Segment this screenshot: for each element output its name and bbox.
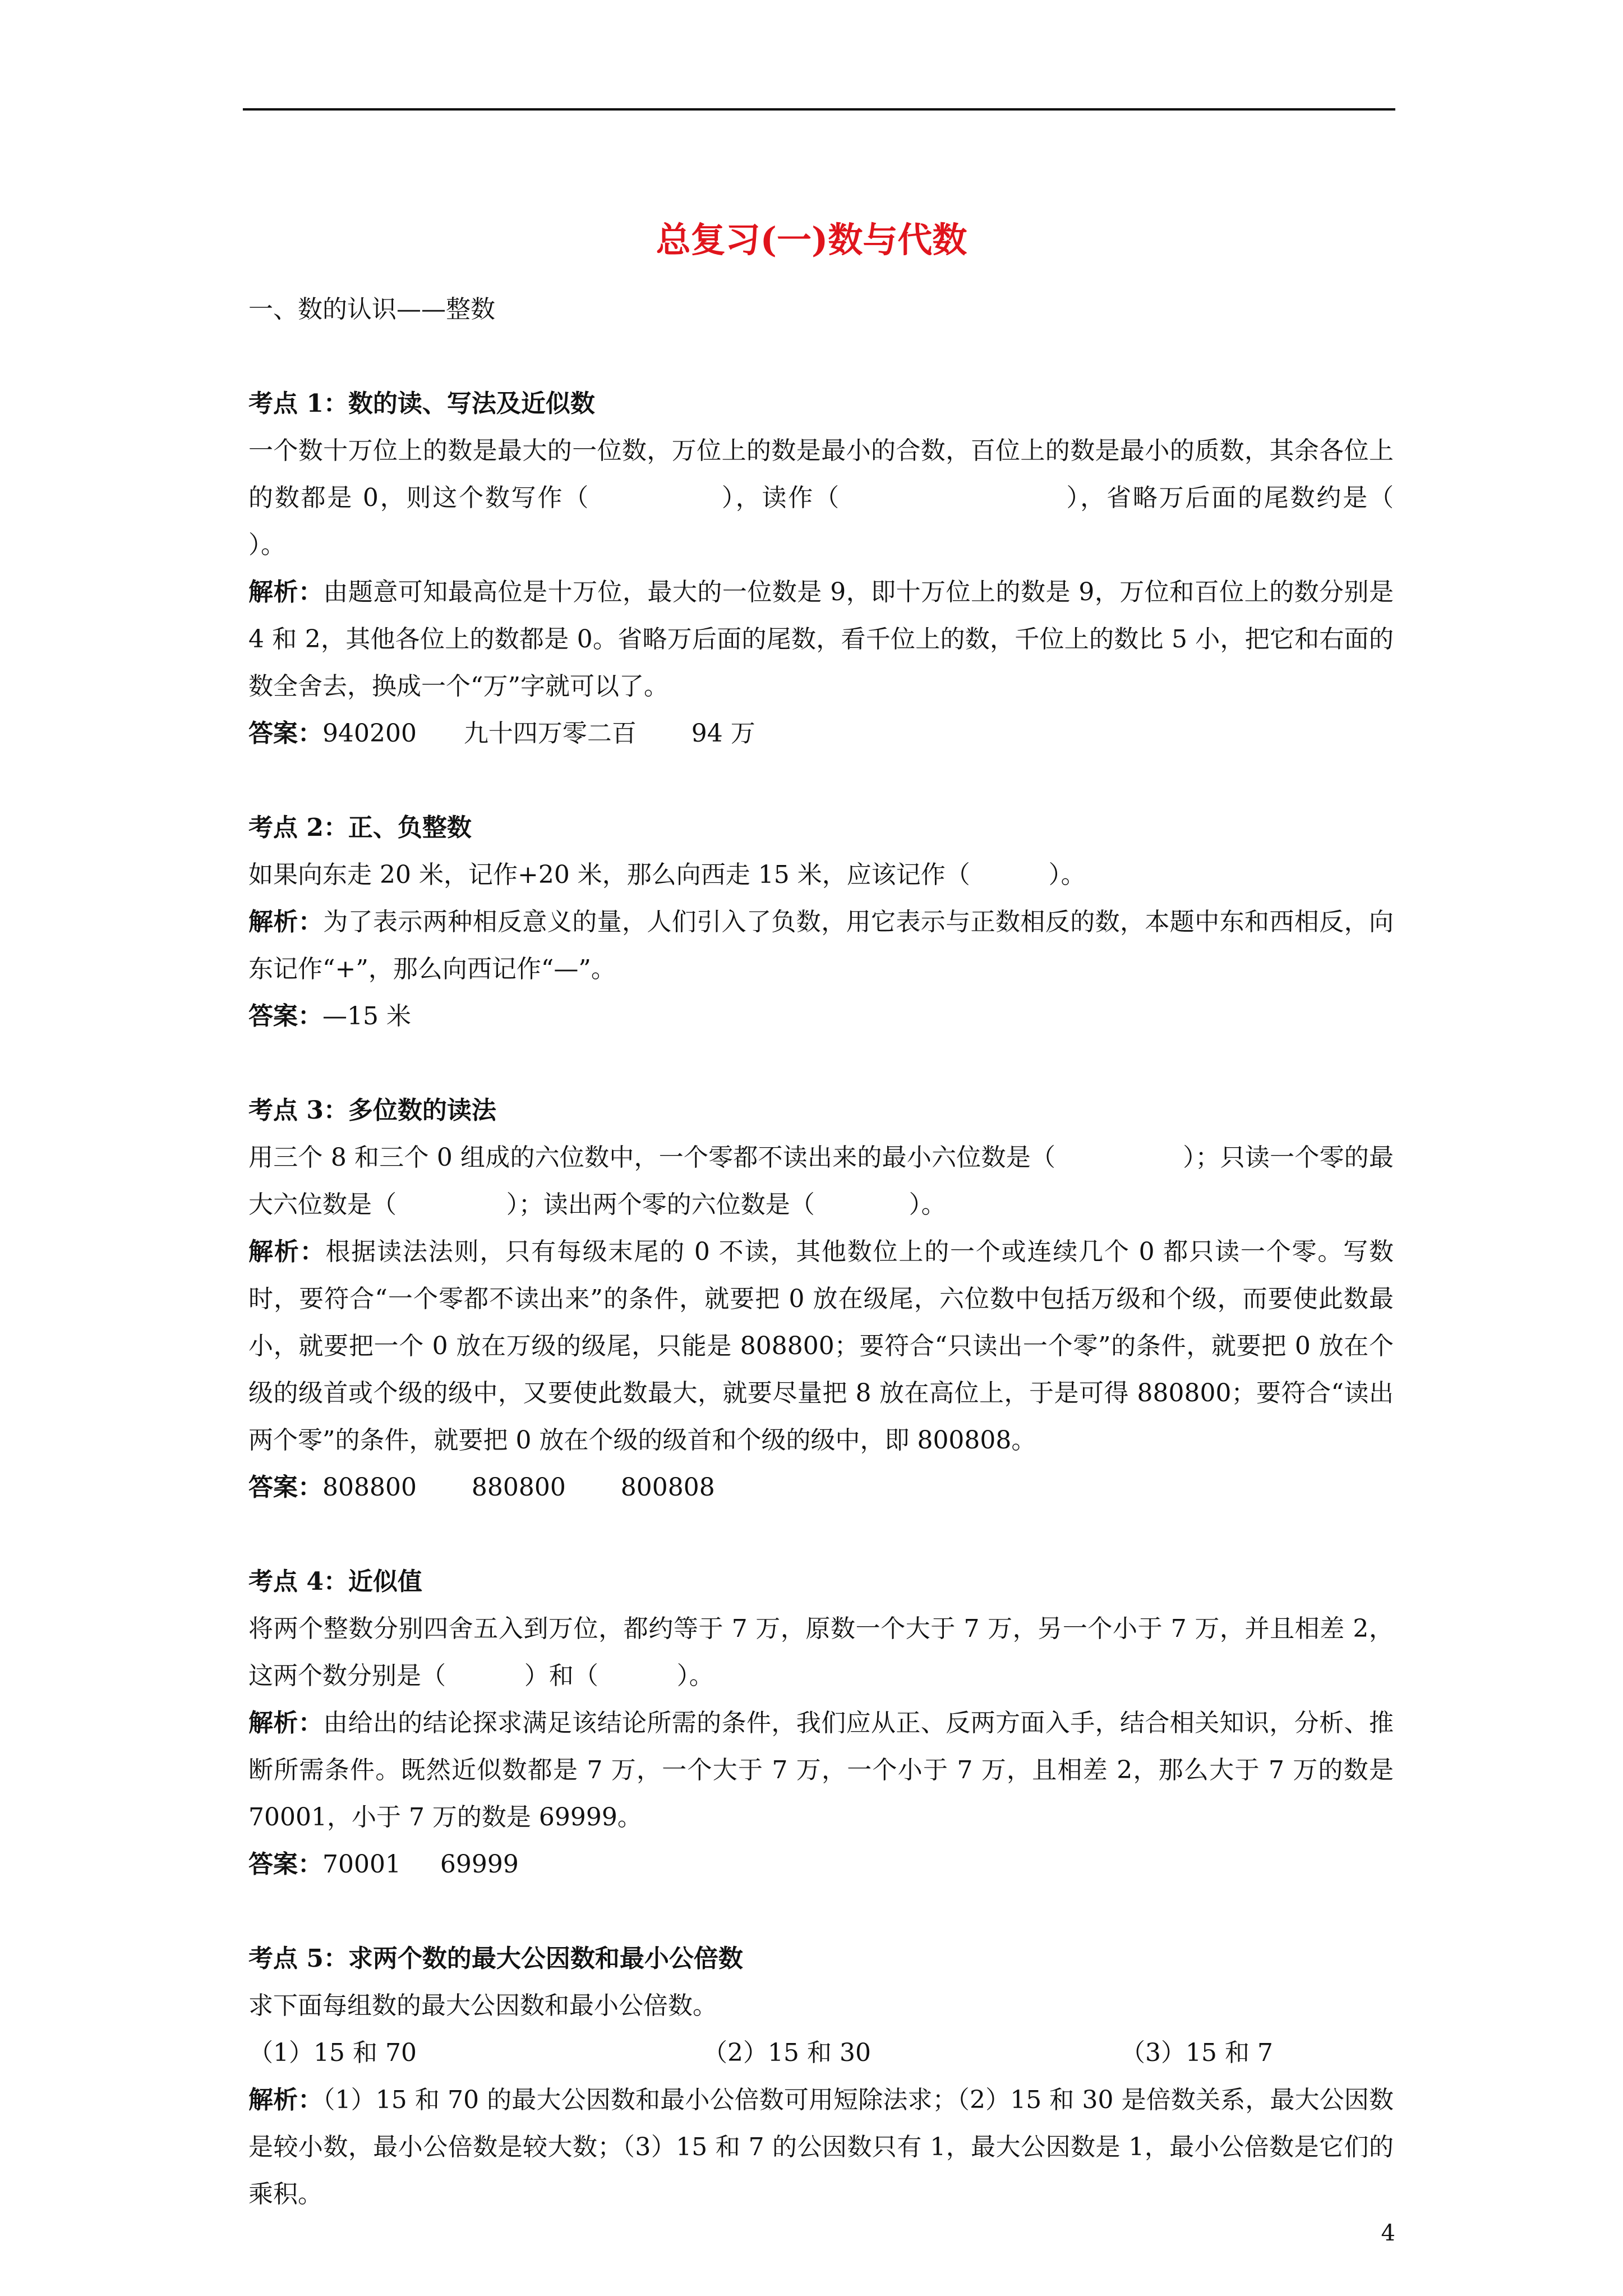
section-heading: 一、数的认识——整数 (248, 295, 495, 324)
analysis-label: 解析： (248, 2086, 323, 2114)
analysis-text: 由题意可知最高位是十万位，最大的一位数是 9，即十万位上的数是 9，万位和百位上的数分别是 4 和 2，其他各位上的数都是 0。省略万后面的尾数，看千位上的数，千位上的数比 5 小，把它和右面的数全舍去，换成一个“万”字就可以了。 (248, 578, 1401, 701)
answer-text: 70001 69999 (322, 1850, 519, 1879)
answer-text: 940200 九十四万零二百 94 万 (322, 719, 755, 748)
answer-label: 答案： (248, 1850, 322, 1879)
answer-label: 答案： (248, 719, 322, 748)
kp4-analysis (248, 1700, 1401, 1841)
analysis-text: 根据读法法则，只有每级末尾的 0 不读，其他数位上的一个或连续几个 0 都只读一个零。写数时，要符合“一个零都不读出来”的条件，就要把 0 放在级尾，六位数中包括万级和个级，而要使此数最小，就要把一个 0 放在万级的级尾，只能是 808800；要符合“只读出一个零”的条件，就要把 0 放在个级的级首或个级的级中，又要使此数最大，就要尽量把 8 放在高位上，于是可得 880800；要符合“读出两个零”的条件，就要把 0 放在个级的级首和个级的级中，即 800808。 (248, 1237, 1394, 1455)
kp1-answer (248, 710, 1394, 757)
list-item: （2）15 和 30 (703, 2039, 871, 2067)
kp5-question: 求下面每组数的最大公因数和最小公倍数。 (248, 1991, 717, 2020)
kp3-analysis (248, 1228, 1394, 1464)
kp5-items (248, 2030, 1394, 2077)
analysis-text: 为了表示两种相反意义的量，人们引入了负数，用它表示与正数相反的数，本题中东和西相反，向东记作“+”，那么向西记作“—”。 (248, 908, 1394, 983)
kp1-heading: 考点 1：数的读、写法及近似数 (248, 389, 595, 418)
analysis-label: 解析： (248, 908, 324, 936)
page-title: 总复习(一)数与代数 (656, 219, 967, 260)
analysis-label: 解析： (248, 578, 324, 606)
answer-text: 808800 880800 800808 (322, 1473, 715, 1502)
kp4-heading: 考点 4：近似值 (248, 1567, 422, 1596)
kp3-answer (248, 1464, 1394, 1511)
header-rule (243, 108, 1395, 111)
kp3-heading: 考点 3：多位数的读法 (248, 1096, 496, 1125)
kp2-question: 如果向东走 20 米，记作+20 米，那么向西走 15 米，应该记作（ ）。 (248, 861, 1086, 889)
kp5-analysis (248, 2077, 1394, 2218)
kp3-question: 用三个 8 和三个 0 组成的六位数中，一个零都不读出来的最小六位数是（ ）；只读一个零的最大六位数是（ ）；读出两个零的六位数是（ ）。 (248, 1143, 1394, 1219)
answer-text: —15 米 (322, 1002, 411, 1030)
kp1-question: 一个数十万位上的数是最大的一位数，万位上的数是最小的合数，百位上的数是最小的质数，其余各位上的数都是 0，则这个数写作（ ），读作（ ），省略万后面的尾数约是（ ）。 (248, 436, 1488, 559)
kp5-heading: 考点 5：求两个数的最大公因数和最小公倍数 (248, 1944, 743, 1973)
analysis-label: 解析： (248, 1237, 326, 1266)
page-number: 4 (1381, 2220, 1395, 2246)
kp1-analysis (248, 569, 1401, 710)
list-item: （3）15 和 7 (1121, 2039, 1273, 2067)
kp4-question: 将两个整数分别四舍五入到万位，都约等于 7 万，原数一个大于 7 万，另一个小于 7 万，并且相差 2，这两个数分别是（ ）和（ ）。 (248, 1614, 1394, 1690)
analysis-text: （1）15 和 70 的最大公因数和最小公倍数可用短除法求；（2）15 和 30 是倍数关系，最大公因数是较小数，最小公倍数是较大数；（3）15 和 7 的公因数只有 1，最大公因数是 1，最小公倍数是它们的乘积。 (248, 2086, 1394, 2208)
list-item: （1）15 和 70 (248, 2039, 417, 2067)
analysis-label: 解析： (248, 1709, 324, 1737)
kp2-answer (248, 993, 1394, 1040)
answer-label: 答案： (248, 1002, 322, 1030)
answer-label: 答案： (248, 1473, 322, 1502)
document-body (248, 286, 1488, 2218)
kp2-heading: 考点 2：正、负整数 (248, 813, 472, 842)
kp4-answer (248, 1841, 1394, 1888)
kp2-analysis (248, 899, 1394, 993)
analysis-text: 由给出的结论探求满足该结论所需的条件，我们应从正、反两方面入手，结合相关知识，分析、推断所需条件。既然近似数都是 7 万，一个大于 7 万，一个小于 7 万，且相差 2，那么大于 7 万的数是 70001，小于 7 万的数是 69999。 (248, 1709, 1401, 1832)
